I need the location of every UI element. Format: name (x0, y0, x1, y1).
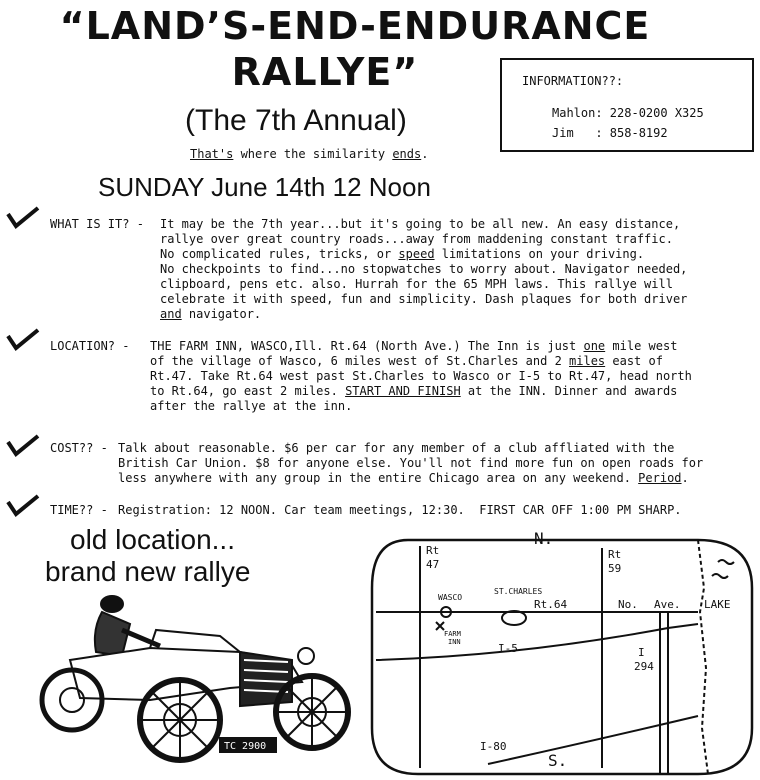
info-contact-jim: Jim : 858-8192 (552, 126, 668, 140)
map-north-ave-label-a: No. (618, 598, 638, 611)
map-rt59-label-b: 59 (608, 562, 622, 575)
subtitle: (The 7th Annual) (185, 104, 407, 137)
slogan-line-1: old location... (70, 524, 235, 555)
location-line: of the village of Wasco, 6 miles west of St.Charles and 2 (150, 354, 570, 368)
location-start-finish: START AND FINISH (345, 384, 461, 398)
check-mark-icon (6, 434, 40, 460)
info-heading: INFORMATION??: (522, 74, 624, 88)
map-i294-label-a: I (638, 646, 645, 659)
vintage-car-illustration (30, 590, 360, 770)
location-body (150, 339, 692, 414)
map-i5-label: I-5 (498, 642, 518, 655)
what-line: navigator. (181, 307, 262, 321)
location-miles-word: miles (569, 354, 606, 368)
slogan-line-2: brand new rallye (45, 556, 251, 587)
what-line: rallye over great country roads...away from maddening constant traffic. (160, 232, 673, 246)
cost-line: British Car Union. $8 for anyone else. You'll not find more fun on open roads for (118, 456, 704, 470)
what-body (160, 217, 687, 322)
tagline-mid: where the similarity (233, 147, 393, 161)
map-rt47-label-b: 47 (426, 558, 440, 571)
map-i294-label-b: 294 (634, 660, 654, 673)
what-line: No checkpoints to find...no stopwatches to worry about. Navigator needed, (160, 262, 688, 276)
map-north-label: N. (534, 529, 554, 548)
check-mark-icon (6, 328, 40, 354)
what-line: limitations on your driving. (434, 247, 645, 261)
cost-period-word: Period (638, 471, 682, 485)
route-map (368, 528, 756, 778)
map-rt59-label-a: Rt (608, 548, 622, 561)
tagline-end: . (421, 147, 429, 161)
location-line: mile west (605, 339, 678, 353)
time-label: TIME?? - (50, 503, 116, 517)
check-mark-icon (6, 206, 40, 232)
cost-body (118, 441, 703, 486)
map-lake-label: LAKE (704, 598, 731, 611)
location-line: east of (605, 354, 663, 368)
map-rt64-label: Rt.64 (534, 598, 568, 611)
what-line: It may be the 7th year...but it's going to be all new. An easy distance, (160, 217, 681, 231)
tagline (190, 147, 428, 162)
location-line: to Rt.64, go east 2 miles. (150, 384, 346, 398)
map-north-ave-label-b: Ave. (654, 598, 681, 611)
map-rt47-label-a: Rt (426, 544, 440, 557)
map-st-charles-label: ST.CHARLES (494, 587, 543, 596)
cost-label: COST?? - (50, 441, 116, 455)
map-i80-label: I-80 (480, 740, 507, 753)
license-plate: TC 2900 (224, 741, 267, 752)
time-body: Registration: 12 NOON. Car team meetings, 12:30. FIRST CAR OFF 1:00 PM SHARP. (118, 503, 682, 517)
tagline-word-ends: ends (392, 147, 422, 161)
info-contact-mahlon: Mahlon: 228-0200 X325 (552, 106, 704, 120)
info-box (500, 58, 754, 152)
what-line: clipboard, pens etc. also. Hurrah for the 65 MPH laws. This rallye will (160, 277, 673, 291)
location-line: after the rallye at the inn. (150, 399, 353, 413)
title-line-1: “LAND’S-END-ENDURANCE (59, 4, 651, 48)
location-line: at the INN. Dinner and awards (460, 384, 678, 398)
location-one-word: one (583, 339, 606, 353)
tagline-word-thats: That's (190, 147, 234, 161)
cost-line: . (681, 471, 689, 485)
check-mark-icon (6, 494, 40, 520)
what-speed-word: speed (398, 247, 435, 261)
title-line-2: RALLYE” (231, 50, 419, 94)
location-line: Rt.47. Take Rt.64 west past St.Charles to Wasco or I-5 to Rt.47, head north (150, 369, 692, 383)
cost-line: Talk about reasonable. $6 per car for any member of a club affliated with the (118, 441, 675, 455)
location-label: LOCATION? - (50, 339, 144, 353)
map-farm-inn-label-b: INN (448, 638, 461, 646)
what-label: WHAT IS IT? - (50, 217, 152, 231)
map-south-label: S. (548, 751, 568, 770)
what-and-word: and (160, 307, 182, 321)
location-line: THE FARM INN, WASCO,Ill. Rt.64 (North Ave.) The Inn is just (150, 339, 584, 353)
event-date: SUNDAY June 14th 12 Noon (98, 172, 431, 202)
what-line: celebrate it with speed, fun and simplicity. Dash plaques for both driver (160, 292, 688, 306)
map-farm-inn-label-a: FARM (444, 630, 461, 638)
cost-line: less anywhere with any group in the entire Chicago area on any weekend. (118, 471, 639, 485)
map-wasco-label: WASCO (438, 593, 463, 602)
what-line: No complicated rules, tricks, or (160, 247, 399, 261)
